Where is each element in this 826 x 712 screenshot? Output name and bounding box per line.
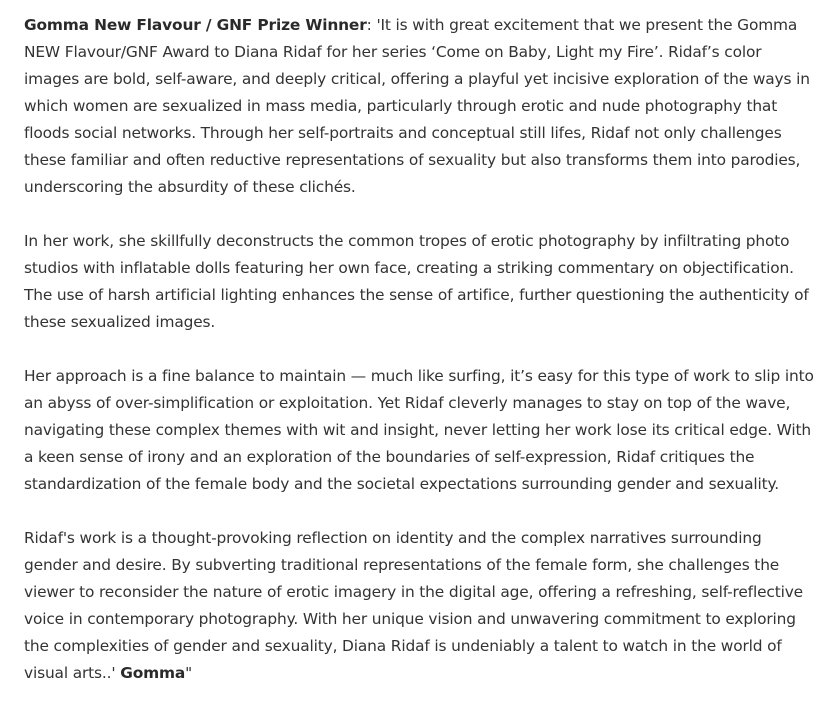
prize-heading: Gomma New Flavour / GNF Prize Winner bbox=[24, 16, 367, 34]
closing-quote: " bbox=[185, 664, 193, 682]
conclusion-text: Ridaf's work is a thought-provoking reflection on identity and the complex narratives surrounding gender and desire. By subverting traditional representations of the female form, she challenges the viewer to reconsider the nature of erotic imagery in the digital age, offering a refreshing, self-reflective voice in contemporary photography. With her unique vision and unwavering commitment to exploring the complexities of gender and sexuality, Diana Ridaf is undeniably a talent to watch in the world of visual arts..' bbox=[24, 529, 803, 682]
intro-text: : 'It is with great excitement that we present the Gomma NEW Flavour/GNF Award to Diana Ridaf for her series ‘Come on Baby, Light my Fire’. Ridaf’s color images are bold, self-aware, and deeply critical, offering a playful yet incisive exploration of the ways in which women are sexualized in mass media, particularly through erotic and nude photography that floods social networks. Through her self-portraits and conceptual still lifes, Ridaf not only challenges these familiar and often reductive representations of sexuality but also transforms them into parodies, underscoring the absurdity of these clichés. bbox=[24, 16, 810, 196]
article-body bbox=[24, 12, 814, 687]
intro-paragraph bbox=[24, 12, 814, 201]
signature: Gomma bbox=[120, 664, 186, 682]
paragraph-conclusion bbox=[24, 525, 814, 687]
paragraph-approach: Her approach is a fine balance to maintain — much like surfing, it’s easy for this type of work to slip into an abyss of over-simplification or exploitation. Yet Ridaf cleverly manages to stay on top of the wave, navigating these complex themes with wit and insight, never letting her work lose its critical edge. With a keen sense of irony and an exploration of the boundaries of self-expression, Ridaf critiques the standardization of the female body and the societal expectations surrounding gender and sexuality. bbox=[24, 367, 814, 493]
paragraph-technique: In her work, she skillfully deconstructs the common tropes of erotic photography by infiltrating photo studios with inflatable dolls featuring her own face, creating a striking commentary on objectification. The use of harsh artificial lighting enhances the sense of artifice, further questioning the authenticity of these sexualized images. bbox=[24, 232, 809, 331]
